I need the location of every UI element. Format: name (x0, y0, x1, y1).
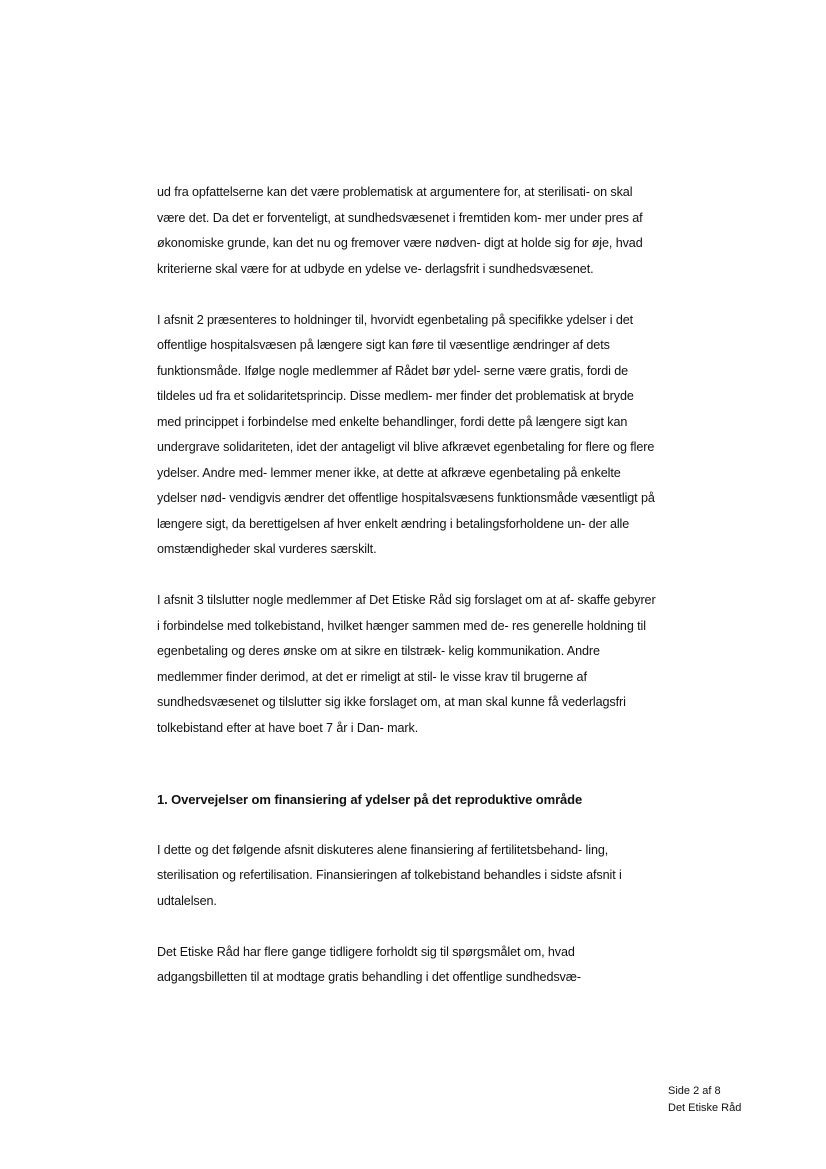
paragraph-2: I afsnit 2 præsenteres to holdninger til, hvorvidt egenbetaling på specifikke ydelser i det offentlige hospitalsvæsen på længere sigt kan føre til væsentlige ændringer af dets funktionsmåde. Ifølge nogle medlemmer af Rådet bør ydel- serne være gratis, fordi de tildeles ud fra et solidaritetsprincip. Disse medlem- mer finder det problematisk at bryde med princippet i forbindelse med enkelte behandlinger, fordi dette på længere sigt kan undergrave solidariteten, idet der antageligt vil blive afkrævet egenbetaling for flere og flere ydelser. Andre med- lemmer mener ikke, at dette at afkræve egenbetaling på enkelte ydelser nød- vendigvis ændrer det offentlige hospitalsvæsens funktionsmåde væsentligt på længere sigt, da berettigelsen af hver enkelt ændring i betalingsforholdene un- der alle omstændigheder skal vurderes særskilt. (157, 312, 655, 556)
paragraph-5: Det Etiske Råd har flere gange tidligere forholdt sig til spørgsmålet om, hvad adgangsbilletten til at modtage gratis behandling i det offentlige sundhedsvæ- (157, 944, 581, 984)
page-footer (668, 1083, 778, 1117)
paragraph-3: I afsnit 3 tilslutter nogle medlemmer af Det Etiske Råd sig forslaget om at af- skaffe gebyrer i forbindelse med tolkebistand, hvilket hænger sammen med de- res generelle holdning til egenbetaling og deres ønske om at sikre en tilstræk- kelig kommunikation. Andre medlemmer finder derimod, at det er rimeligt at stil- le visse krav til brugerne af sundhedsvæsenet og tilslutter sig ikke forslaget om, at man skal kunne få vederlagsfri tolkebistand efter at have boet 7 år i Dan- mark. (157, 593, 656, 735)
page-number: Side 2 af 8 (668, 1085, 721, 1097)
paragraph-4: I dette og det følgende afsnit diskuteres alene finansiering af fertilitetsbehand- ling, sterilisation og refertilisation. Finansieringen af tolkebistand behandles i sidste afsnit i udtalelsen. (157, 842, 622, 908)
paragraph-1: ud fra opfattelserne kan det være problematisk at argumentere for, at sterilisati- on skal være det. Da det er forventeligt, at sundhedsvæsenet i fremtiden kom- mer under pres af økonomiske grunde, kan det nu og fremover være nødven- digt at holde sig for øje, hvad kriterierne skal være for at udbyde en ydelse ve- derlagsfrit i sundhedsvæsenet. (157, 185, 643, 276)
section-heading: 1. Overvejelser om finansiering af ydelser på det reproduktive område (157, 792, 583, 807)
footer-organization: Det Etiske Råd (668, 1102, 742, 1114)
body-text (157, 180, 657, 1016)
